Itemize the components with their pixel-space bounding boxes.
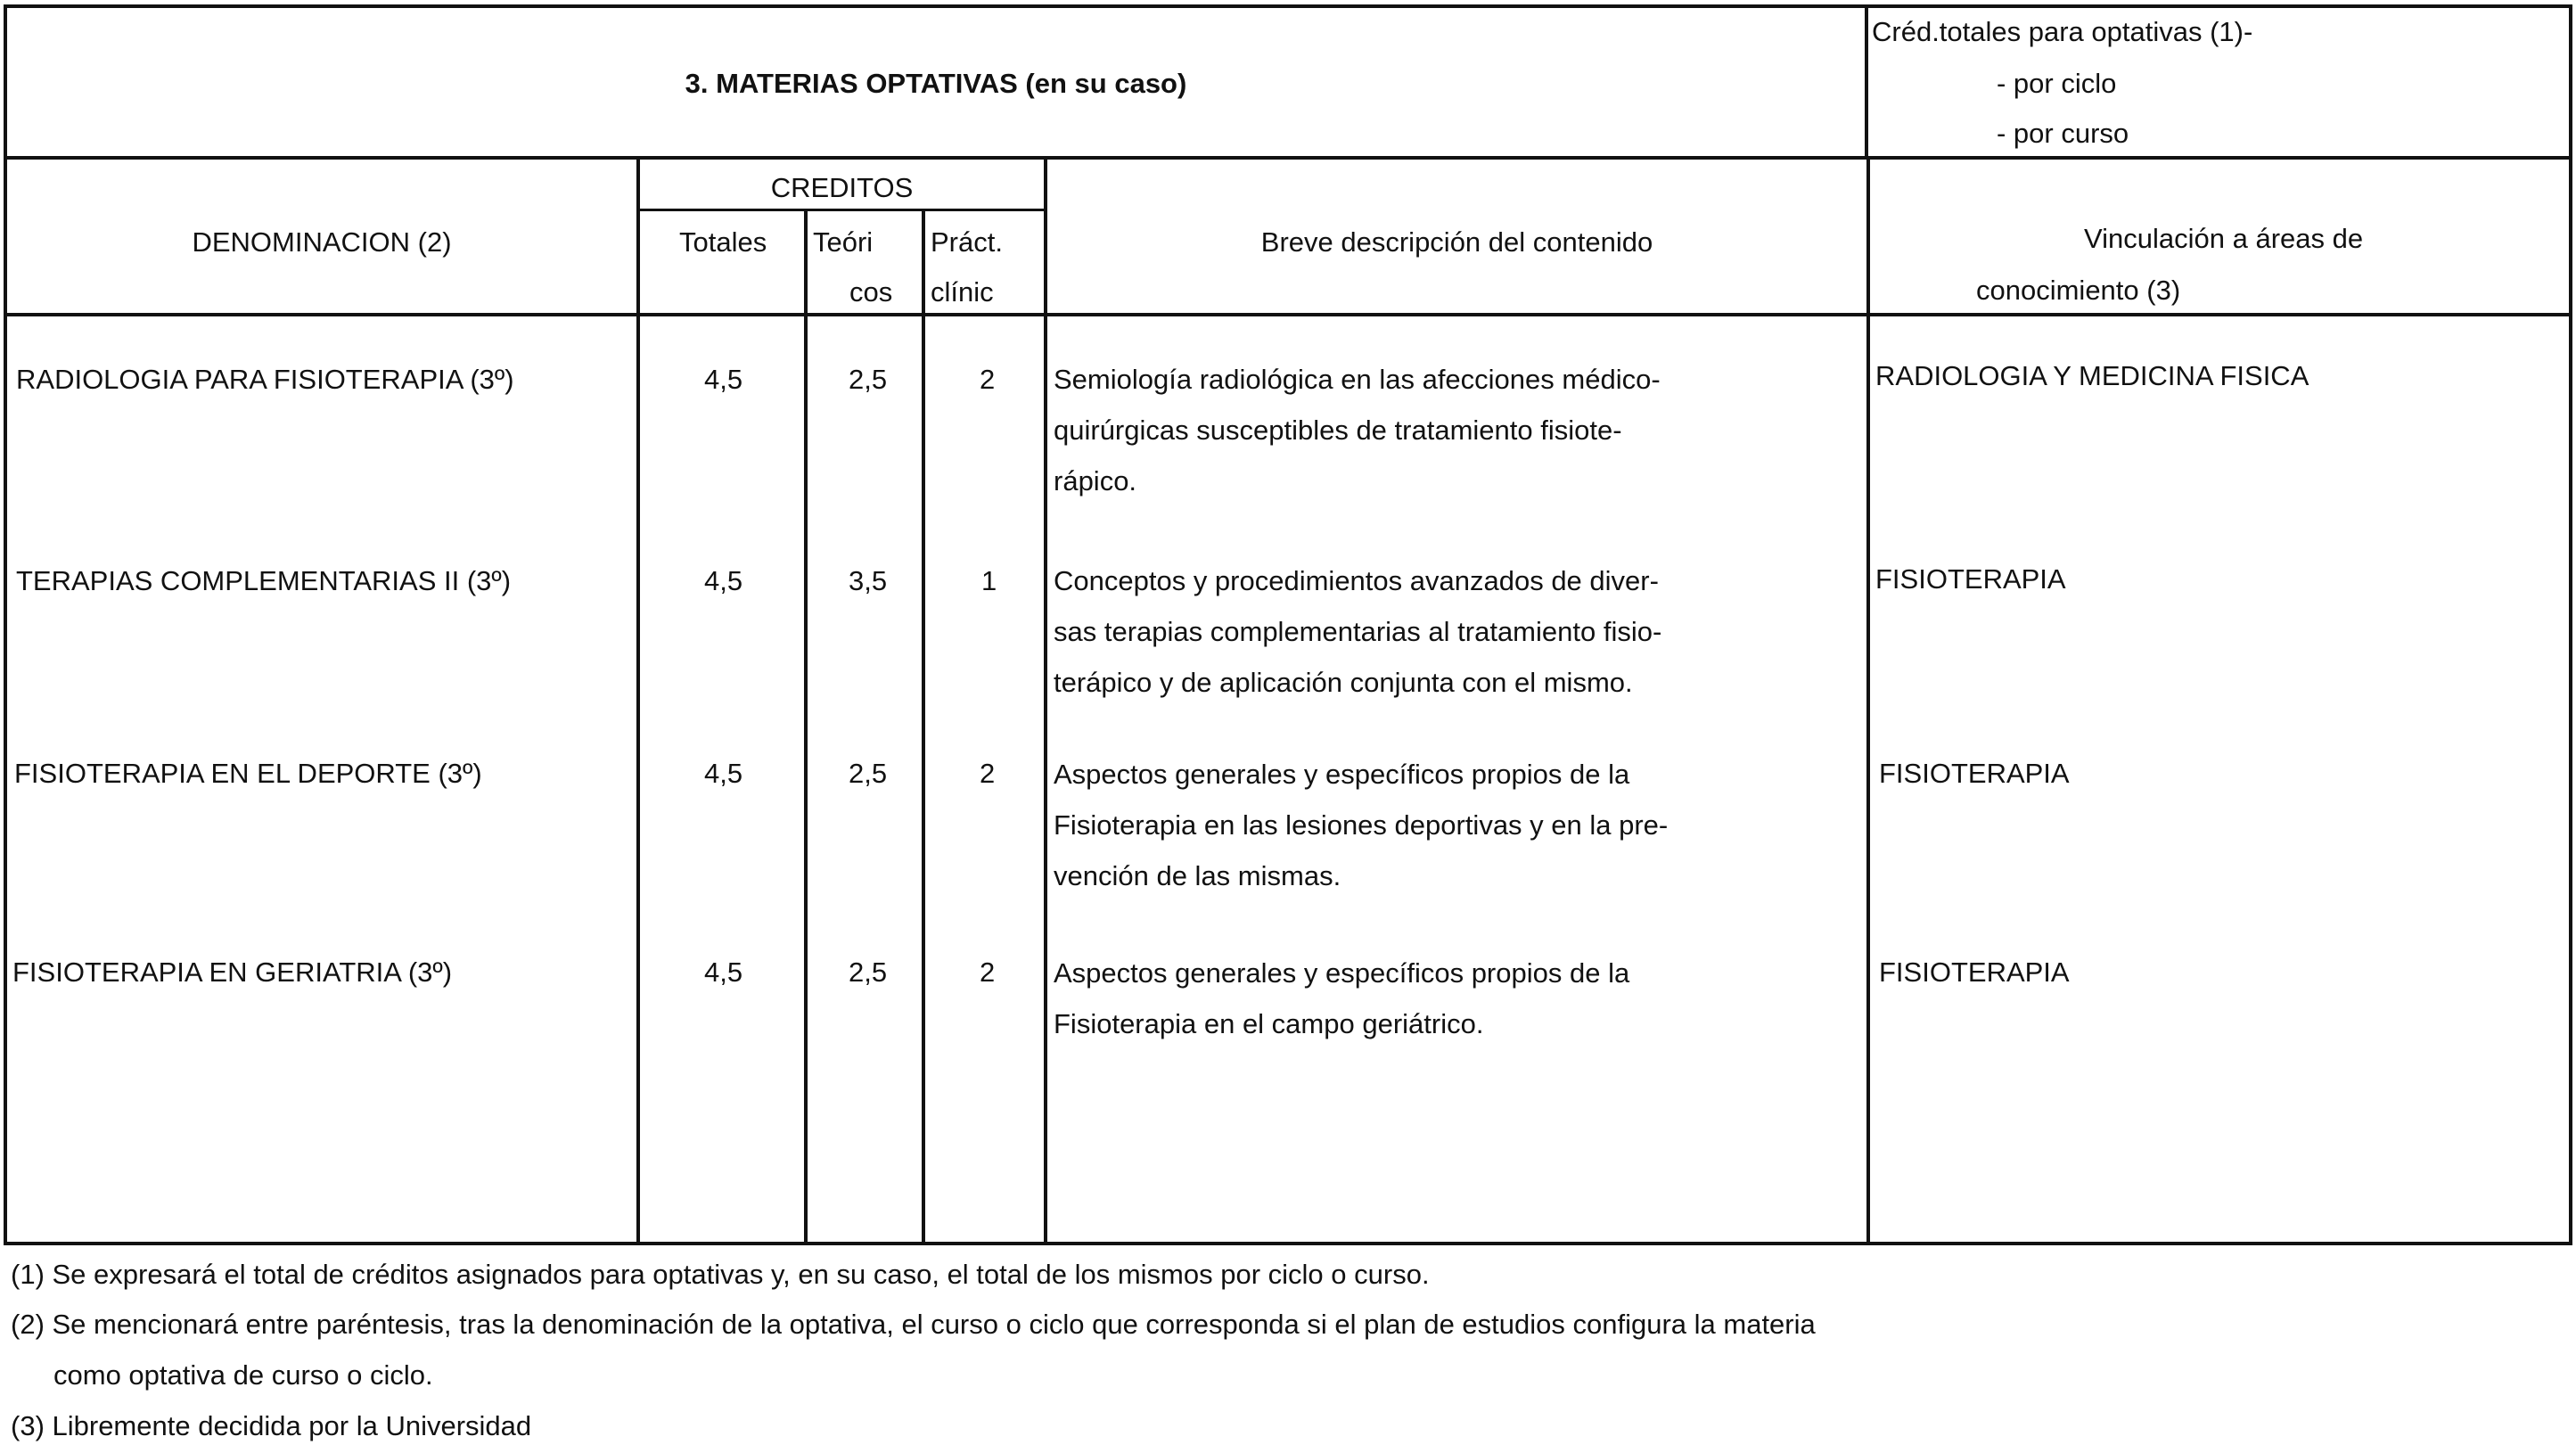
creditos-rule	[636, 209, 1046, 211]
row-descripcion-line: Aspectos generales y específicos propios de la	[1054, 759, 1630, 790]
footnote-2-continuation: como optativa de curso o ciclo.	[53, 1359, 433, 1391]
row-descripcion-line: Fisioterapia en las lesiones deportivas y en la pre-	[1054, 809, 1669, 841]
row-practicos: 2	[980, 956, 996, 988]
row-totales: 4,5	[704, 758, 743, 789]
row-denominacion: RADIOLOGIA PARA FISIOTERAPIA (3º)	[16, 364, 514, 395]
col-divider-denominacion	[636, 158, 640, 1244]
row-denominacion: FISIOTERAPIA EN GERIATRIA (3º)	[12, 956, 453, 988]
col-header-descripcion: Breve descripción del contenido	[1260, 226, 1653, 258]
row-descripcion	[1054, 354, 1661, 506]
row-descripcion-line: Fisioterapia en el campo geriátrico.	[1054, 1008, 1484, 1039]
col-header-creditos: CREDITOS	[770, 172, 914, 203]
col-header-vinculacion-line1: Vinculación a áreas de	[2084, 223, 2364, 254]
row-descripcion-line: quirúrgicas susceptibles de tratamiento fisiote-	[1054, 415, 1622, 446]
row-descripcion-line: vención de las mismas.	[1054, 860, 1341, 891]
col-divider-totales	[804, 209, 808, 1244]
title-right-divider	[1865, 4, 1868, 158]
table-border-right	[2569, 4, 2572, 1245]
row-totales: 4,5	[704, 364, 743, 395]
col-header-teoricos-line1: Teóri	[813, 226, 874, 258]
row-descripcion-line: sas terapias complementarias al tratamiento fisio-	[1054, 616, 1662, 647]
table-border-top	[4, 4, 2572, 8]
row-denominacion: FISIOTERAPIA EN EL DEPORTE (3º)	[14, 758, 482, 789]
header-bottom-rule	[4, 156, 2572, 160]
row-descripcion	[1054, 555, 1661, 708]
table-border-left	[4, 4, 7, 1245]
footnote-1: (1) Se expresará el total de créditos asignados para optativas y, en su caso, el total de los mismos por ciclo o curso.	[11, 1259, 1430, 1290]
col-divider-teoricos	[922, 209, 925, 1244]
row-descripcion-line: Conceptos y procedimientos avanzados de diver-	[1054, 565, 1659, 596]
row-practicos: 1	[981, 565, 997, 596]
col-divider-practicos	[1044, 158, 1047, 1244]
row-totales: 4,5	[704, 956, 743, 988]
col-header-practicos-line2: clínic	[931, 276, 994, 308]
row-descripcion	[1054, 749, 1668, 901]
col-header-totales-label: Totales	[679, 226, 767, 258]
row-area: FISIOTERAPIA	[1879, 758, 2070, 789]
col-header-denominacion: DENOMINACION (2)	[192, 226, 452, 258]
row-descripcion-line: Aspectos generales y específicos propios de la	[1054, 957, 1630, 989]
row-descripcion-line: rápico.	[1054, 465, 1137, 497]
row-area: RADIOLOGIA Y MEDICINA FISICA	[1875, 360, 2309, 391]
row-totales: 4,5	[704, 565, 743, 596]
row-descripcion-line: terápico y de aplicación conjunta con el mismo.	[1054, 667, 1633, 698]
row-teoricos: 2,5	[849, 364, 888, 395]
row-denominacion: TERAPIAS COMPLEMENTARIAS II (3º)	[16, 565, 512, 596]
column-header-bottom-rule	[4, 313, 2572, 316]
row-teoricos: 2,5	[849, 758, 888, 789]
credits-total-label: Créd.totales para optativas (1)-	[1872, 16, 2253, 47]
col-header-vinculacion-line2: conocimiento (3)	[1976, 275, 2181, 306]
row-teoricos: 2,5	[849, 956, 888, 988]
row-teoricos: 3,5	[849, 565, 888, 596]
col-divider-descripcion	[1866, 158, 1870, 1244]
footnote-2: (2) Se mencionará entre paréntesis, tras la denominación de la optativa, el curso o ciclo que corresponda si el plan de estudios configura la materia	[11, 1309, 1816, 1340]
row-practicos: 2	[980, 364, 996, 395]
row-descripcion-line: Semiología radiológica en las afecciones médico-	[1054, 364, 1661, 395]
row-area: FISIOTERAPIA	[1879, 956, 2070, 988]
col-header-practicos-line1: Práct.	[931, 226, 1003, 258]
credits-per-course-label: - por curso	[1997, 118, 2129, 149]
row-descripcion	[1054, 948, 1629, 1049]
section-title: 3. MATERIAS OPTATIVAS (en su caso)	[685, 68, 1187, 99]
footnote-3: (3) Libremente decidida por la Universidad	[11, 1410, 532, 1441]
credits-per-cycle-label: - por ciclo	[1997, 68, 2117, 99]
table-border-bottom	[4, 1242, 2572, 1245]
row-practicos: 2	[980, 758, 996, 789]
col-header-teoricos-line2: cos	[849, 276, 893, 308]
row-area: FISIOTERAPIA	[1875, 563, 2066, 595]
